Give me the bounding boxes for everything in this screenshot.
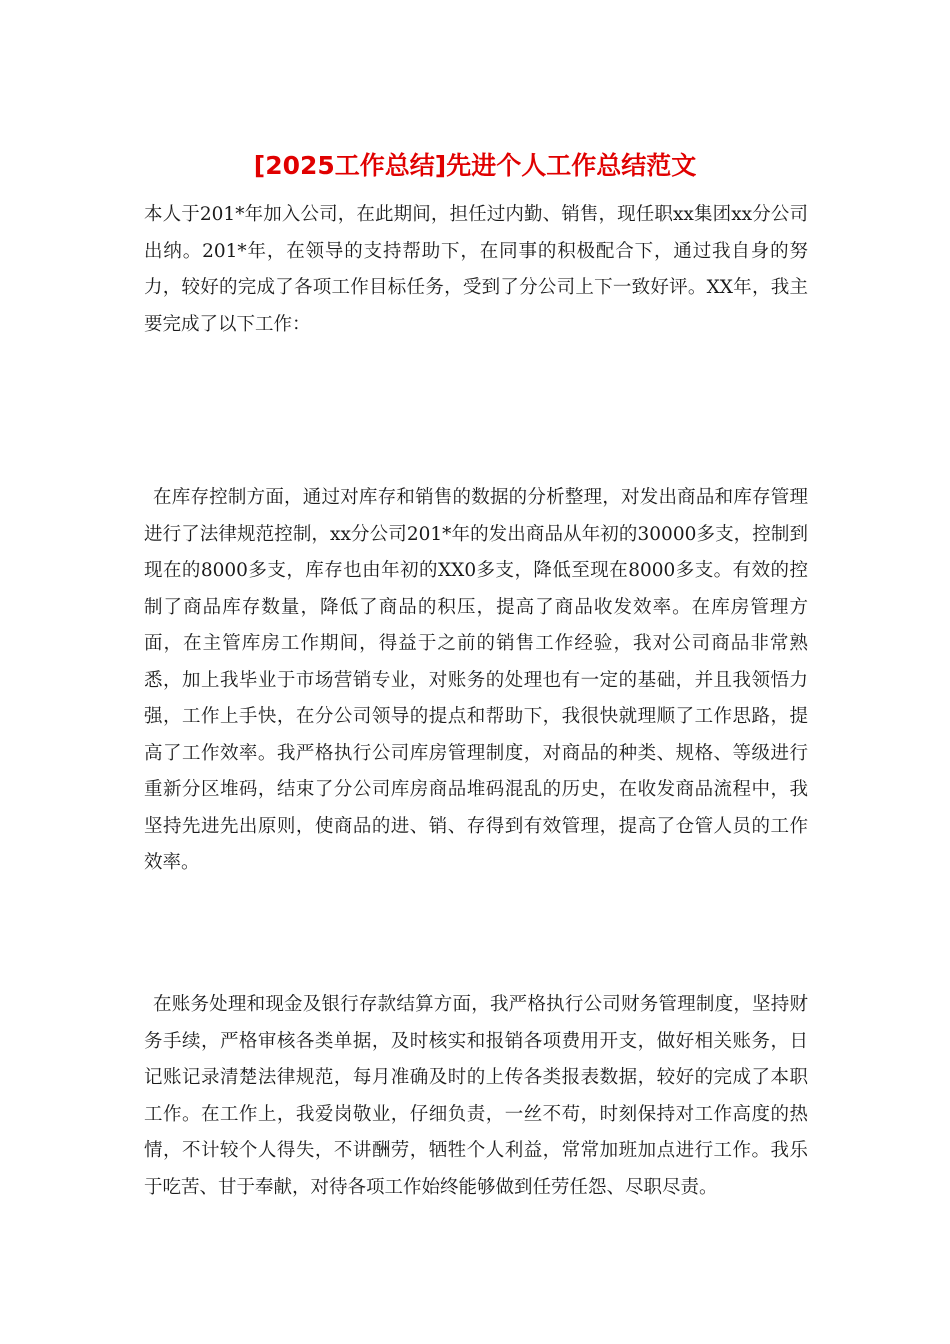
paragraph-accounting: 在账务处理和现金及银行存款结算方面，我严格执行公司财务管理制度，坚持财务手续，严格审核各类单据，及时核实和报销各项费用开支，做好相关账务，日记账记录清楚法律规范，每月准确及时的上传各类报表数据，较好的完成了本职工作。在工作上，我爱岗敬业，仔细负责，一丝不苟，时刻保持对工作高度的热情，不计较个人得失，不讲酬劳，牺牲个人利益，常常加班加点进行工作。我乐于吃苦、甘于奉献，对待各项工作始终能够做到任劳任怨、尽职尽责。: [144, 994, 808, 1198]
paragraph-inventory-control: 在库存控制方面，通过对库存和销售的数据的分析整理，对发出商品和库存管理进行了法律规范控制，xx分公司201*年的发出商品从年初的30000多支，控制到现在的8000多支，库存也由年初的XX0多支，降低至现在8000多支。有效的控制了商品库存数量，降低了商品的积压，提高了商品收发效率。在库房管理方面，在主管库房工作期间，得益于之前的销售工作经验，我对公司商品非常熟悉，加上我毕业于市场营销专业，对账务的处理也有一定的基础，并且我领悟力强，工作上手快，在分公司领导的提点和帮助下，我很快就理顺了工作思路，提高了工作效率。我严格执行公司库房管理制度，对商品的种类、规格、等级进行重新分区堆码，结束了分公司库房商品堆码混乱的历史，在收发商品流程中，我坚持先进先出原则，使商品的进、销、存得到有效管理，提高了仓管人员的工作效率。: [144, 487, 808, 873]
document-title: [2025工作总结]先进个人工作总结范文: [253, 151, 697, 180]
paragraph-intro: 本人于201*年加入公司，在此期间，担任过内勤、销售，现任职xx集团xx分公司出纳。201*年，在领导的支持帮助下，在同事的积极配合下，通过我自身的努力，较好的完成了各项工作目标任务，受到了分公司上下一致好评。XX年，我主要完成了以下工作：: [144, 204, 808, 335]
